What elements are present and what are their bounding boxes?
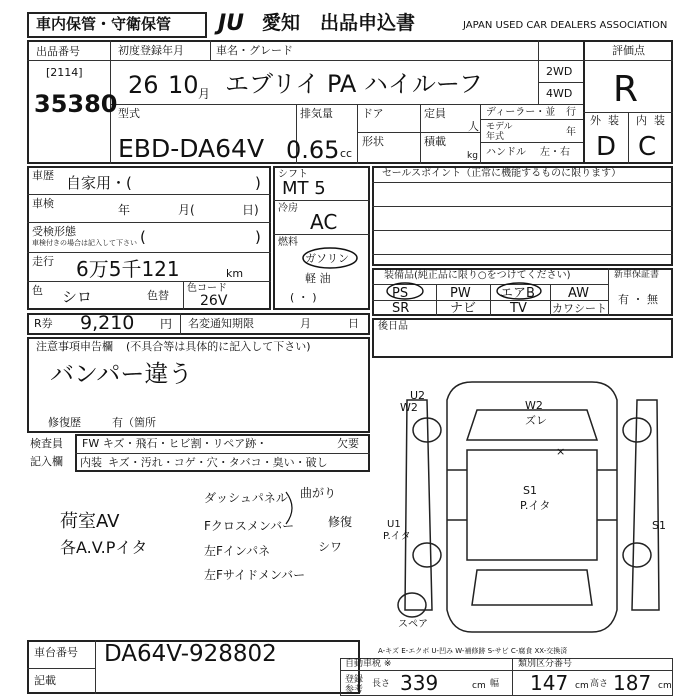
history-label: 車歴: [32, 169, 54, 182]
note-right-1: ダッシュパネル: [204, 491, 288, 505]
color-code-value: 26V: [200, 293, 228, 309]
r-ticket-label: R券: [34, 317, 53, 330]
equip-seat: カワシート: [552, 302, 607, 315]
equip-aw: AW: [568, 286, 590, 301]
sales-point-label: セールスポイント（正常に機能するものに限ります）: [382, 168, 622, 179]
rear-items-label: 後日品: [378, 321, 408, 332]
height-unit: cm: [658, 681, 672, 691]
interior-label-2: 装: [654, 114, 665, 127]
history-close: ): [255, 174, 261, 192]
note-right-1b: 曲がり: [300, 486, 337, 500]
fuel-circle: [300, 246, 360, 270]
load-unit: kg: [467, 151, 478, 161]
mark-w2-top: W2: [400, 401, 418, 414]
grade-label: 評価点: [612, 44, 645, 57]
mileage-unit: km: [226, 267, 244, 280]
handle-lr: 左・右: [540, 147, 570, 158]
mark-pit-left: P.イタ: [383, 531, 411, 542]
form-title: 出品申込書: [320, 12, 416, 34]
inspector-label-1: 検査員: [30, 437, 63, 450]
mark-cross: ×: [556, 445, 566, 458]
shape-label: 形状: [362, 135, 384, 148]
transfer-month: 月: [300, 317, 311, 330]
model-value: エブリイ PA ハイルーフ: [225, 70, 483, 98]
chassis-label: 車台番号: [34, 646, 78, 659]
width-label: 幅: [490, 679, 500, 689]
fuel-gas: ガソリン: [305, 252, 349, 265]
fuel-other: ( ・ ): [290, 291, 317, 304]
capacity-label: 定員: [424, 107, 446, 120]
displacement-unit: cc: [340, 147, 353, 160]
mark-w2-front: W2: [525, 399, 543, 412]
first-reg-value: 26: [128, 71, 159, 99]
new-warranty-label: 新車保証書: [614, 270, 660, 280]
dealer-unit: 行: [566, 107, 576, 118]
model-label: 車名・グレード: [216, 44, 293, 57]
mark-s1-center: S1: [523, 484, 537, 497]
mark-pit-center: P.イタ: [520, 499, 551, 512]
note-bracket: [282, 488, 312, 528]
color-label: 色: [32, 284, 43, 297]
lot-number: 35380: [34, 90, 118, 118]
lot-label: 出品番号: [36, 45, 80, 58]
inspector-row1: FW キズ・飛石・ヒビ割・リペア跡・: [82, 437, 268, 450]
interior-grade: C: [638, 132, 657, 162]
cert-open: (: [140, 228, 146, 246]
inspection-label: 車検: [32, 197, 54, 210]
interior-label: 内: [636, 114, 647, 127]
region-label: 愛知: [262, 12, 301, 34]
inspection-day: 日): [242, 203, 259, 217]
shift-value: MT 5: [282, 178, 326, 199]
color-change-label: 色替: [147, 289, 169, 302]
height-label: 高さ: [590, 679, 609, 689]
equip-circle-ps: [385, 282, 425, 300]
lot-sub-number: [2114]: [46, 66, 83, 79]
mark-u1-left: U1: [387, 519, 401, 530]
exterior-label-2: 装: [608, 114, 619, 127]
inspector-label-2: 記入欄: [30, 455, 63, 468]
door-label: ドア: [362, 107, 384, 120]
dealer-label: ディーラー・並: [486, 107, 556, 118]
mark-zure: ズレ: [525, 414, 547, 427]
drive-2wd: 2WD: [546, 65, 573, 78]
sales-point-box: [372, 166, 673, 266]
model-year-label: モデル: [486, 122, 513, 132]
association-name: JAPAN USED CAR DEALERS ASSOCIATION: [463, 20, 668, 31]
note-right-2: Fクロスメンバー: [204, 519, 295, 533]
inspector-row2: キズ・汚れ・コゲ・穴・タバコ・臭い・破し: [108, 456, 328, 469]
equip-airbag: エアB: [500, 286, 535, 301]
cert-note: 車検付きの場合は記入して下さい: [32, 239, 137, 247]
r-ticket-unit: 円: [160, 317, 173, 331]
transfer-day: 日: [348, 317, 359, 330]
mileage-value: 6万5千121: [76, 257, 180, 281]
ju-logo: JU: [218, 11, 245, 36]
spare-label: スペア: [398, 619, 428, 630]
drive-4wd: 4WD: [546, 87, 573, 100]
license-class-label: 類別区分番号: [518, 659, 573, 669]
type-value: EBD-DA64V: [118, 134, 265, 163]
equipment-label: 装備品(純正品に限り○をつけてください): [384, 270, 571, 281]
chassis-value: DA64V-928802: [104, 641, 277, 667]
damage-legend: A-キズ E-エクボ U-凹み W-補修跡 S-サビ C-腐食 XX-交換済: [378, 647, 568, 655]
note-label: 参考: [345, 685, 364, 695]
inspector-row1-end: 欠要: [337, 437, 359, 450]
tax-note: 自動車税 ※: [345, 659, 392, 669]
handle-label: ハンドル: [486, 147, 526, 158]
width-value: 147: [530, 671, 569, 695]
note-right-3b: シワ: [318, 540, 343, 554]
chassis-prefix: 記載: [34, 674, 56, 687]
equip-circle-airbag: [495, 282, 543, 300]
note-right-3: 左Fインパネ: [204, 544, 271, 558]
note-right-4: 左Fサイドメンバー: [204, 568, 306, 582]
equip-pw: PW: [450, 286, 471, 301]
repair-label: 修復歴: [48, 416, 81, 429]
ac-label: 冷房: [278, 203, 298, 214]
displacement-value: 0.65: [286, 136, 340, 164]
equip-navi: ナビ: [450, 301, 477, 316]
grade-value: R: [613, 69, 639, 110]
first-reg-month: 10: [168, 71, 199, 99]
length-unit: cm: [472, 681, 486, 691]
inspector-row2-label: 内装: [80, 456, 102, 469]
fuel-label: 燃料: [278, 237, 298, 248]
r-ticket-value: 9,210: [80, 312, 135, 334]
shift-label: シフト: [278, 169, 308, 180]
displacement-label: 排気量: [300, 107, 333, 120]
color-value: シロ: [62, 288, 93, 306]
mileage-label: 走行: [32, 255, 54, 268]
transfer-label: 名変通知期限: [188, 317, 254, 330]
storage-label: 車内保管・守衛保管: [36, 15, 172, 33]
length-label: 長さ: [372, 679, 391, 689]
warranty-options: 有 ・ 無: [618, 293, 658, 306]
fuel-diesel: 軽 油: [305, 272, 331, 285]
inspection-month: 月(: [178, 203, 195, 217]
exterior-label: 外: [590, 114, 601, 127]
mark-s1-right: S1: [652, 519, 666, 532]
height-value: 187: [613, 671, 652, 695]
month-unit: 月: [198, 87, 211, 101]
cert-close: ): [255, 228, 261, 246]
equip-ps: PS: [392, 286, 409, 301]
repair-value: 有（箇所: [112, 416, 156, 429]
history-value: 自家用・(: [66, 174, 132, 192]
cert-label: 受検形態: [32, 225, 76, 238]
equip-sr: SR: [392, 301, 410, 316]
inspection-year: 年: [118, 203, 131, 217]
year-label: 年式: [486, 132, 505, 142]
register-label: 登録: [345, 675, 364, 685]
equip-tv: TV: [510, 301, 527, 316]
type-label: 型式: [118, 107, 140, 120]
first-reg-label: 初度登録年月: [118, 44, 184, 57]
mark-u2-top: U2: [410, 389, 426, 402]
capacity-unit: 人: [468, 120, 479, 133]
notes-entry: バンパー違う: [50, 360, 193, 388]
ac-value: AC: [310, 210, 338, 234]
notes-instruction: (不具合等は具体的に記入して下さい): [126, 340, 311, 353]
load-label: 積載: [424, 135, 446, 148]
note-left-2: 各A.V.Pイタ: [60, 538, 148, 557]
year-unit: 年: [566, 127, 576, 138]
note-left-1: 荷室AV: [60, 511, 120, 532]
rear-items-box: [372, 318, 673, 358]
notes-label: 注意事項申告欄: [36, 340, 113, 353]
note-right-2b: 修復: [328, 515, 353, 529]
exterior-grade: D: [596, 132, 617, 162]
length-value: 339: [400, 671, 439, 695]
width-unit: cm: [575, 681, 589, 691]
color-code-label: 色コード: [187, 283, 227, 294]
